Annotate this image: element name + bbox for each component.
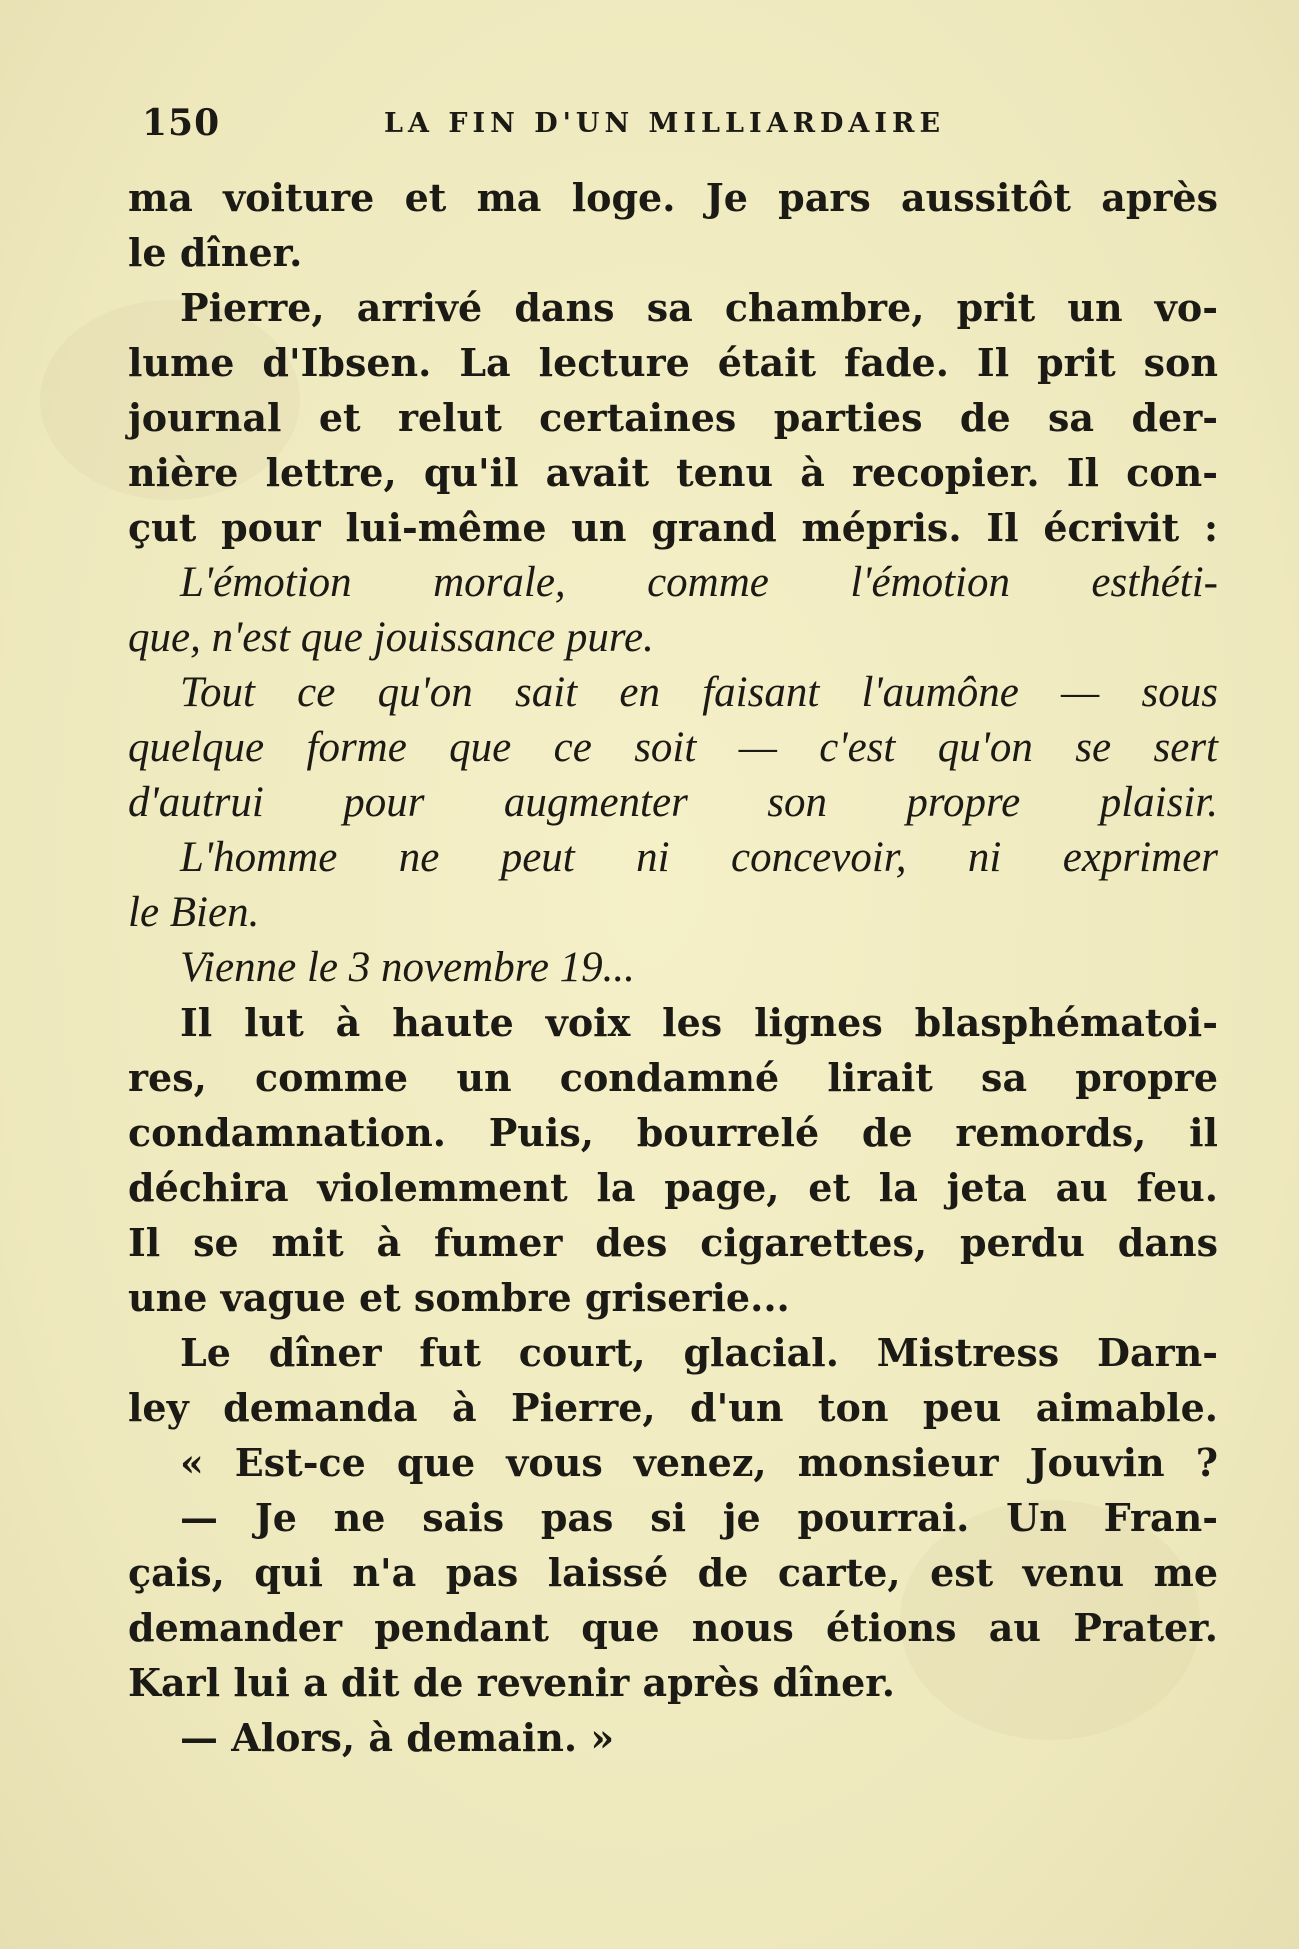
text-line: déchira violemment la page, et la jeta au feu.	[128, 1165, 1218, 1210]
text-line: Tout ce qu'on sait en faisant l'aumône — sous	[180, 669, 1218, 716]
book-page	[128, 96, 1218, 1765]
text-line: demander pendant que nous étions au Prater.	[128, 1605, 1218, 1650]
text-line: « Est-ce que vous venez, monsieur Jouvin ?	[180, 1440, 1218, 1485]
text-line: lume d'Ibsen. La lecture était fade. Il prit son	[128, 340, 1218, 385]
text-line: L'homme ne peut ni concevoir, ni exprimer	[180, 834, 1218, 881]
text-line: ley demanda à Pierre, d'un ton peu aimable.	[128, 1385, 1218, 1430]
text-line: çais, qui n'a pas laissé de carte, est venu me	[128, 1550, 1218, 1595]
text-line: L'émotion morale, comme l'émotion esthéti-	[180, 559, 1218, 606]
text-line: Le dîner fut court, glacial. Mistress Darn-	[180, 1330, 1218, 1375]
text-line: — Je ne sais pas si je pourrai. Un Fran-	[180, 1495, 1218, 1540]
running-title: LA FIN D'UN MILLIARDAIRE	[384, 108, 946, 139]
text-line: Pierre, arrivé dans sa chambre, prit un vo-	[180, 285, 1218, 330]
text-line: que, n'est que jouissance pure.	[128, 614, 654, 661]
text-line: Karl lui a dit de revenir après dîner.	[128, 1660, 896, 1705]
text-line: Il lut à haute voix les lignes blasphématoi-	[180, 1000, 1218, 1045]
page-number: 150	[142, 102, 221, 144]
text-line: Il se mit à fumer des cigarettes, perdu dans	[128, 1220, 1218, 1265]
text-line: le dîner.	[128, 230, 303, 275]
text-line: ma voiture et ma loge. Je pars aussitôt après	[128, 175, 1218, 220]
text-line: quelque forme que ce soit — c'est qu'on se sert	[128, 724, 1218, 771]
text-line: d'autrui pour augmenter son propre plaisir.	[128, 779, 1218, 826]
text-line: nière lettre, qu'il avait tenu à recopier. Il con-	[128, 450, 1218, 495]
text-line: Vienne le 3 novembre 19...	[180, 944, 635, 991]
text-line: — Alors, à demain. »	[180, 1715, 615, 1760]
text-line: condamnation. Puis, bourrelé de remords, il	[128, 1110, 1218, 1155]
body-text	[128, 170, 1218, 1765]
text-line: le Bien.	[128, 889, 260, 936]
text-line: une vague et sombre griserie...	[128, 1275, 790, 1320]
running-head	[128, 96, 1218, 152]
text-line: çut pour lui-même un grand mépris. Il écrivit :	[128, 505, 1218, 550]
text-line: res, comme un condamné lirait sa propre	[128, 1055, 1218, 1100]
text-line: journal et relut certaines parties de sa der-	[128, 395, 1218, 440]
